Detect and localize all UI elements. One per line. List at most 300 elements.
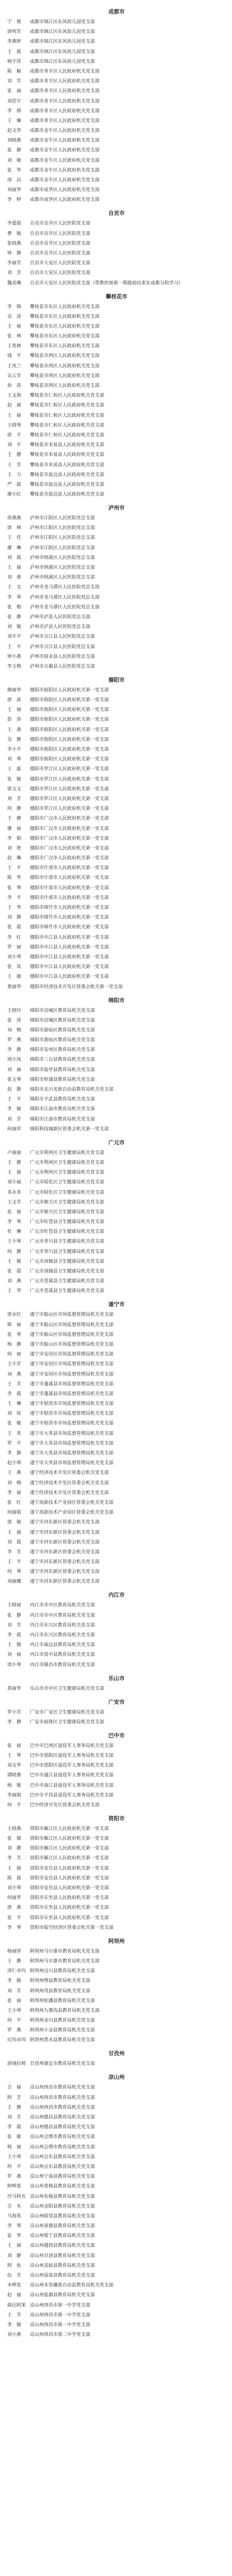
person-name: 陈 霞	[7, 1875, 22, 1881]
person-name: 吉 丽	[7, 2085, 22, 2091]
roster-row	[7, 1500, 226, 1506]
person-name: 杨丽萍	[7, 1948, 22, 1954]
organization-unit: 广安市前锋区卫生健康局机关党支部	[30, 1719, 105, 1725]
organization-unit: 泸州市江阳区人民医院党总支部	[30, 526, 95, 531]
person-name: 何 琴	[7, 1569, 22, 1575]
roster-row	[7, 98, 226, 105]
person-name: 刘 丽	[7, 1652, 22, 1658]
person-name: 刘 芳	[7, 270, 22, 276]
organization-unit: 遂宁市大英县市场监督管理局机关党支部	[30, 1461, 114, 1466]
person-name: 吴 涛	[7, 314, 22, 319]
roster-row	[7, 2095, 226, 2101]
section-title: 凉山州	[108, 2074, 125, 2081]
organization-unit: 绵阳市北川羌族自治县教育局机关党支部	[30, 1087, 114, 1092]
roster-row	[7, 2018, 226, 2024]
roster-row	[7, 197, 226, 203]
organization-unit: 绵阳市涪城区教育局机关党支部	[30, 1008, 95, 1013]
roster-row	[7, 954, 226, 960]
organization-unit: 德阳市广汉市人民政府机关第一党支部	[30, 845, 109, 851]
organization-unit: 自贡市贡井区人民医院党支部	[30, 241, 91, 246]
person-name: 王 琴	[7, 1753, 22, 1758]
roster-row	[7, 1170, 226, 1176]
organization-unit: 广元市朝天区卫生健康局机关党支部	[30, 1209, 105, 1215]
organization-unit: 资阳市安岳县人民政府机关第一党支部	[30, 1875, 109, 1881]
organization-unit: 阿坝州马尔康市教育局机关党支部	[30, 1958, 100, 1964]
roster-row	[7, 492, 226, 498]
organization-unit: 攀枝花市米易县人民政府机关党支部	[30, 452, 105, 458]
roster-row	[7, 1762, 226, 1769]
person-name: 唐 燕	[7, 1905, 22, 1911]
roster-row	[7, 2134, 226, 2140]
roster-row	[7, 19, 226, 25]
organization-unit: 资阳市乐至县人民政府机关第一党支部	[30, 1895, 109, 1901]
organization-unit: 凉山州西昌市第一中学党支部	[30, 2322, 91, 2328]
roster-row	[7, 1219, 226, 1225]
organization-unit: 广元市青川县卫生健康局机关党支部	[30, 1249, 105, 1255]
person-name: 唐 敏	[7, 1520, 22, 1526]
organization-unit: 广元市苍溪县卫生健康局机关党支部	[30, 1279, 105, 1284]
organization-unit: 自贡市贡井区人民医院党支部	[30, 250, 91, 256]
person-name: 罗 燕	[7, 1038, 22, 1043]
organization-unit: 阿坝州汶川县教育局机关党支部	[30, 1969, 95, 1974]
person-name: 李丽娟	[7, 1792, 22, 1798]
roster-row	[7, 1278, 226, 1284]
roster-row	[7, 1229, 226, 1235]
organization-unit: 遂宁市船山区市场监督管理局机关党支部	[30, 1312, 114, 1318]
roster-row	[7, 1312, 226, 1318]
organization-unit: 遂宁市蓬溪县市场监督管理局机关党支部	[30, 1391, 114, 1397]
organization-unit: 遂宁经济技术开发区管委会机关党支部	[30, 1470, 109, 1476]
organization-unit: 成都市锦江区东风幼儿园党支部	[30, 20, 95, 25]
person-name: 刘平平	[7, 634, 22, 640]
roster-row	[7, 1998, 226, 2004]
roster-row	[7, 324, 226, 330]
organization-unit: 广元市朝天区卫生健康局机关党支部	[30, 1199, 105, 1205]
organization-unit: 绵阳市游仙区教育局机关党支部	[30, 1038, 95, 1043]
roster-row	[7, 964, 226, 970]
organization-unit: 凉山州会理市教育局机关党支部	[30, 2134, 95, 2140]
person-name: 李爱霞	[7, 221, 22, 227]
roster-row	[7, 1802, 226, 1808]
person-name: 陈 丽	[7, 1322, 22, 1328]
roster-row	[7, 2322, 226, 2328]
person-name: 廖 丽	[7, 826, 22, 832]
organization-unit: 凉山州雷波县教育局机关党支部	[30, 2273, 95, 2278]
roster-row	[7, 1772, 226, 1778]
roster-row	[7, 1569, 226, 1575]
roster-row	[7, 304, 226, 310]
roster-row	[7, 29, 226, 35]
person-name: 周小琴	[7, 1662, 22, 1668]
roster-row	[7, 2183, 226, 2190]
roster-row	[7, 776, 226, 783]
person-name: 王小琴	[7, 2008, 22, 2013]
organization-unit: 自贡市大安区人民医院党支部	[30, 261, 91, 266]
organization-unit: 泸州市古蔺县人民医院党总支部	[30, 664, 95, 669]
person-name: 王 丽	[7, 2243, 22, 2249]
organization-unit: 遂宁市河东新区管委会机关党支部	[30, 1520, 100, 1526]
organization-unit: 广元市青川县卫生健康局机关党支部	[30, 1239, 105, 1245]
roster-row	[7, 1968, 226, 1974]
roster-row	[7, 2332, 226, 2338]
person-name: 张 丽	[7, 89, 22, 94]
roster-row	[7, 1753, 226, 1759]
person-name: 阿 依	[7, 2263, 22, 2268]
organization-unit: 凉山州会理市教育局机关党支部	[30, 2144, 95, 2150]
organization-unit: 凉山州西昌市教育局机关党支部	[30, 2085, 95, 2091]
roster-row	[7, 49, 226, 55]
person-name: 王 丽	[7, 413, 22, 418]
person-name: 何丽华	[7, 1895, 22, 1901]
person-name: 李小平	[7, 747, 22, 752]
roster-row	[7, 2302, 226, 2309]
person-name: 王 敏	[7, 974, 22, 980]
roster-row	[7, 1199, 226, 1206]
person-name: 王 敏	[7, 1642, 22, 1648]
organization-unit: 绵阳市游仙区教育局机关党支部	[30, 1027, 95, 1033]
person-name: 刘 霞	[7, 555, 22, 561]
organization-unit: 遂宁高新技术产业园区管委会机关党支部	[30, 1500, 114, 1505]
roster-row	[7, 624, 226, 630]
roster-row	[7, 1925, 226, 1931]
roster-row	[7, 1510, 226, 1516]
roster-row	[7, 2223, 226, 2229]
person-name: 李 静	[7, 1719, 22, 1725]
person-name: 阿 芝	[7, 2095, 22, 2100]
roster-row	[7, 2124, 226, 2130]
person-name: 刘 敏	[7, 624, 22, 630]
roster-row	[7, 1530, 226, 1536]
roster-row	[7, 796, 226, 802]
person-name: 李 芳	[7, 1856, 22, 1861]
roster-row	[7, 1978, 226, 1984]
person-name: 刘 芳	[7, 796, 22, 802]
roster-row	[7, 1719, 226, 1725]
person-name: 王兆林	[7, 344, 22, 349]
organization-unit: 泸州市纳溪区人民医院党总支部	[30, 565, 95, 570]
organization-unit: 遂宁市河东新区管委会机关党支部	[30, 1579, 100, 1585]
person-name: 沙马阿衣	[7, 2194, 26, 2199]
organization-unit: 凉山州西昌市第二中学党支部	[30, 2332, 91, 2338]
roster-row	[7, 221, 226, 227]
person-name: 李 霞	[7, 1633, 22, 1638]
roster-row	[7, 806, 226, 812]
person-name: 刘 琼	[7, 1411, 22, 1417]
roster-row	[7, 78, 226, 84]
organization-unit: 德阳市旌阳区人民政府机关第一党支部	[30, 717, 109, 723]
organization-unit: 凉山州昭觉县教育局机关党支部	[30, 2213, 95, 2219]
roster-row	[7, 314, 226, 320]
person-name: 刘 平	[7, 443, 22, 448]
roster-row	[7, 2292, 226, 2298]
roster-row	[7, 1249, 226, 1255]
roster-row	[7, 614, 226, 620]
roster-row	[7, 1037, 226, 1043]
person-name: 王 佳	[7, 535, 22, 541]
person-name: 王 平	[7, 866, 22, 871]
person-name: 刘 霞	[7, 1539, 22, 1545]
person-name: 何丽萍	[7, 1126, 22, 1132]
section-title: 攀枝花市	[106, 293, 127, 300]
person-name: 吴 静	[7, 737, 22, 742]
organization-unit: 阿坝州小金县教育局机关党支部	[30, 2028, 95, 2033]
person-name: 钟小燕	[7, 654, 22, 659]
person-name: 王 静	[7, 1958, 22, 1964]
roster-row	[7, 1826, 226, 1832]
person-name: 王 华	[7, 905, 22, 910]
roster-row	[7, 1057, 226, 1063]
person-name: 唐明芳	[7, 29, 22, 35]
roster-row	[7, 402, 226, 409]
organization-unit: 凉山州西昌市第一中学党支部	[30, 2302, 91, 2308]
organization-unit: 成都市金牛区人民政府机关党支部	[30, 128, 100, 134]
person-name: 刘 丽	[7, 1067, 22, 1073]
roster-row	[7, 1067, 226, 1073]
organization-unit: 资阳市临空经济区管委会机关第一党支部	[30, 1925, 114, 1930]
section-title: 甘孜州	[108, 2050, 125, 2057]
roster-row	[7, 1988, 226, 1994]
roster-row	[7, 1160, 226, 1166]
person-name: 何 丽	[7, 1352, 22, 1358]
roster-row	[7, 1855, 226, 1861]
roster-row	[7, 766, 226, 772]
person-name: 杨 静	[7, 1342, 22, 1347]
organization-unit: 遂宁市河东新区管委会机关党支部	[30, 1549, 100, 1555]
organization-unit: 凉山州金阳县教育局机关党支部	[30, 2204, 95, 2209]
organization-unit: 广元市旺苍县卫生健康局机关党支部	[30, 1229, 105, 1235]
organization-unit: 成都市成华区人民政府机关党支部	[30, 197, 100, 203]
person-name: 曲比阿果	[7, 2302, 26, 2308]
organization-unit: 遂宁市大英县市场监督管理局机关党支部	[30, 1431, 114, 1436]
organization-unit: 德阳市旌阳区人民政府机关第一党支部	[30, 707, 109, 713]
person-name: 王 平	[7, 1560, 22, 1565]
organization-unit: 成都市成华区人民政府机关党支部	[30, 188, 100, 193]
roster-row	[7, 2273, 226, 2279]
person-name: 唐 林	[7, 526, 22, 531]
person-name: 王 静	[7, 816, 22, 822]
organization-unit: 阿坝州松潘县教育局机关党支部	[30, 1998, 95, 2004]
section-title: 遂宁市	[108, 1301, 125, 1308]
roster-row	[7, 167, 226, 174]
person-name: 何 静	[7, 1249, 22, 1255]
roster-row	[7, 984, 226, 990]
roster-row	[7, 39, 226, 45]
organization-unit: 攀枝花市盐边县人民政府机关党支部	[30, 482, 105, 487]
person-name: 吉 木	[7, 2204, 22, 2209]
person-name: 刘 静	[7, 2253, 22, 2259]
organization-unit: 绵阳市安州区教育局机关党支部	[30, 1047, 95, 1053]
organization-unit: 凉山州冕宁县教育局机关党支部	[30, 2233, 95, 2239]
organization-unit: 成都市锦江区东风幼儿园党支部	[30, 59, 95, 64]
person-name: 赵小琴	[7, 1461, 22, 1466]
person-name: 颜丽华	[7, 687, 22, 693]
roster-row	[7, 2164, 226, 2170]
roster-row	[7, 515, 226, 521]
organization-unit: 巴中经济开发区管委会机关党支部	[30, 1802, 100, 1808]
organization-unit: 成都市青羊区人民政府机关党支部	[30, 98, 100, 104]
person-name: 李 芳	[7, 1549, 22, 1555]
roster-row	[7, 816, 226, 822]
organization-unit: 绵阳市江油市教育局机关党支部	[30, 1116, 95, 1122]
roster-row	[7, 2312, 226, 2318]
roster-row	[7, 260, 226, 266]
roster-row	[7, 2194, 226, 2200]
roster-row	[7, 343, 226, 349]
person-name: 李 静	[7, 1451, 22, 1456]
organization-unit: 广元市昭化区卫生健康局机关党支部	[30, 1180, 105, 1185]
person-name: 赵 静	[7, 1087, 22, 1092]
organization-unit: 阿坝州马尔康市教育局机关党支部	[30, 1948, 100, 1954]
person-name: 刘 燕	[7, 1279, 22, 1284]
roster-row	[7, 584, 226, 590]
roster-row	[7, 1709, 226, 1716]
person-name: 刘晓燕	[7, 138, 22, 144]
organization-unit: 德阳市中江县人民政府机关第一党支部	[30, 944, 109, 950]
roster-row	[7, 442, 226, 448]
organization-unit: 德阳市绵竹市人民政府机关第一党支部	[30, 905, 109, 910]
organization-unit: 广元市剑阁县卫生健康局机关党支部	[30, 1269, 105, 1274]
organization-unit: 遂宁市大英县市场监督管理局机关党支部	[30, 1451, 114, 1456]
roster-row	[7, 1351, 226, 1358]
roster-row	[7, 737, 226, 743]
person-name: 张 红	[7, 1500, 22, 1505]
organization-unit: 遂宁市安居区市场监督管理局机关党支部	[30, 1352, 114, 1358]
organization-unit: 遂宁市船山区市场监督管理局机关党支部	[30, 1322, 114, 1328]
roster-row	[7, 1642, 226, 1648]
person-name: 王凤兰	[7, 363, 22, 369]
person-name: 赵文华	[7, 128, 22, 134]
person-name: 王 燕	[7, 727, 22, 733]
organization-unit: 巴中市南江县退役军人事务局机关党支部	[30, 1783, 114, 1788]
roster-row	[7, 1126, 226, 1132]
person-name: 彭 涛	[7, 717, 22, 723]
organization-unit: 泸州市合江县人民医院党总支部	[30, 644, 95, 650]
person-name: 李 平	[7, 895, 22, 901]
organization-unit: 遂宁市河东新区管委会机关党支部	[30, 1569, 100, 1575]
roster-row	[7, 1381, 226, 1387]
person-name: 李 霞	[7, 1391, 22, 1397]
organization-unit: 德阳市绵竹市人民政府机关第一党支部	[30, 925, 109, 930]
roster-row	[7, 555, 226, 561]
person-name: 王 静	[7, 452, 22, 458]
roster-row	[7, 1027, 226, 1033]
organization-unit: 凉山州布拖县教育局机关党支部	[30, 2194, 95, 2199]
organization-unit: 巴中市恩阳区退役军人事务局机关党支部	[30, 1763, 114, 1769]
organization-unit: 攀枝花市仁和区人民政府机关党支部	[30, 413, 105, 418]
organization-unit: 广元市利州区卫生健康局机关党支部	[30, 1170, 105, 1176]
roster-row	[7, 2037, 226, 2043]
organization-unit: 德阳市旌阳区人民政府机关第一党支部	[30, 757, 109, 762]
roster-row	[7, 432, 226, 438]
person-name: 张 琴	[7, 885, 22, 891]
roster-row	[7, 545, 226, 551]
person-name: 王 芳	[7, 1381, 22, 1387]
roster-row	[7, 697, 226, 703]
roster-row	[7, 413, 226, 419]
organization-unit: 广元市利州区卫生健康局机关党支部	[30, 1160, 105, 1165]
roster-row	[7, 826, 226, 832]
roster-row	[7, 1885, 226, 1891]
organization-unit: 自贡市贡井区人民医院党支部	[30, 231, 91, 236]
organization-unit: 攀枝花市西区人民政府机关党支部	[30, 373, 100, 379]
person-name: 刘 琴	[7, 757, 22, 762]
organization-unit: 绵阳市平武县教育局机关党支部	[30, 1097, 95, 1103]
person-name: 伍 芳	[7, 2273, 22, 2278]
person-name: 泽仁卓玛	[7, 1969, 26, 1974]
roster-row	[7, 525, 226, 531]
person-name: 李 锦	[7, 304, 22, 310]
person-name: 尼玛卓玛	[7, 2038, 26, 2043]
organization-unit: 德阳市什邡市人民政府机关第一党支部	[30, 875, 109, 881]
organization-unit: 巴中市平昌县退役军人事务局机关党支部	[30, 1792, 114, 1798]
roster-row	[7, 595, 226, 601]
organization-unit: 凉山州宁南县教育局机关党支部	[30, 2174, 95, 2180]
organization-unit: 绵阳市涪城区教育局机关党支部	[30, 1018, 95, 1023]
organization-unit: 绵阳市梓潼县教育局机关党支部	[30, 1077, 95, 1082]
person-name: 罗 平	[7, 1440, 22, 1446]
section-title: 内江市	[108, 1592, 125, 1599]
organization-unit: 攀枝花市盐边县人民政府机关党支部	[30, 492, 105, 498]
person-name: 张 平	[7, 1915, 22, 1921]
roster-row	[7, 1431, 226, 1437]
roster-row	[7, 885, 226, 891]
roster-row	[7, 2114, 226, 2121]
roster-row	[7, 895, 226, 901]
person-name: 张 静	[7, 1613, 22, 1618]
organization-unit: 凉山州西昌市第一中学党支部	[30, 2312, 91, 2318]
organization-unit: 遂宁市河东新区管委会机关党支部	[30, 1560, 100, 1565]
person-name: 张 霞	[7, 1269, 22, 1274]
roster-row	[7, 1480, 226, 1486]
organization-unit: 凉山州德昌县教育局机关党支部	[30, 2125, 95, 2130]
roster-row	[7, 1096, 226, 1103]
roster-row	[7, 974, 226, 980]
organization-unit: 凉山州甘洛县教育局机关党支部	[30, 2253, 95, 2259]
organization-unit: 德阳市罗江区人民政府机关第一党支部	[30, 806, 109, 812]
roster-row	[7, 1895, 226, 1901]
roster-row	[7, 422, 226, 429]
organization-unit: 攀枝花市仁和区人民政府机关党支部	[30, 393, 105, 399]
person-name: 王小琴	[7, 2154, 22, 2160]
person-name: 王 丽	[7, 1170, 22, 1176]
organization-unit: 自贡市大安区人民医院党支部（带教医师第一期提前结束在成都分院学习）	[30, 280, 184, 286]
roster-row	[7, 2154, 226, 2160]
roster-row	[7, 2008, 226, 2014]
person-name: 张 敏	[7, 1836, 22, 1842]
person-name: 罗 燕	[7, 2028, 22, 2033]
organization-unit: 资阳市安岳县人民政府机关第一党支部	[30, 1866, 109, 1871]
person-name: 何 平	[7, 1802, 22, 1808]
person-name: 刘 梅	[7, 1480, 22, 1486]
organization-unit: 泸州市合江县人民医院党总支部	[30, 634, 95, 640]
organization-unit: 绵阳市江油市教育局机关党支部	[30, 1107, 95, 1112]
organization-unit: 德阳市罗江区人民政府机关第一党支部	[30, 786, 109, 792]
organization-unit: 德阳市旌阳区人民政府机关第一党支部	[30, 698, 109, 703]
organization-unit: 德阳市中江县人民政府机关第一党支部	[30, 935, 109, 940]
person-name: 王 丽	[7, 324, 22, 329]
organization-unit: 德阳市广汉市人民政府机关第一党支部	[30, 836, 109, 841]
person-name: 李玉梅	[7, 664, 22, 669]
organization-unit: 绵阳科技城新区管委会机关第一党支部	[30, 1126, 109, 1132]
person-name: 周小凤	[7, 1057, 22, 1063]
section-title: 广安市	[108, 1699, 125, 1705]
roster-row	[7, 1391, 226, 1397]
organization-unit: 遂宁市河东新区管委会机关党支部	[30, 1530, 100, 1535]
person-name: 王 磊	[7, 767, 22, 772]
organization-unit: 攀枝花市东区人民政府机关党支部	[30, 334, 100, 340]
roster-row	[7, 1322, 226, 1328]
organization-unit: 阿坝州理县教育局机关党支部	[30, 1978, 91, 1984]
